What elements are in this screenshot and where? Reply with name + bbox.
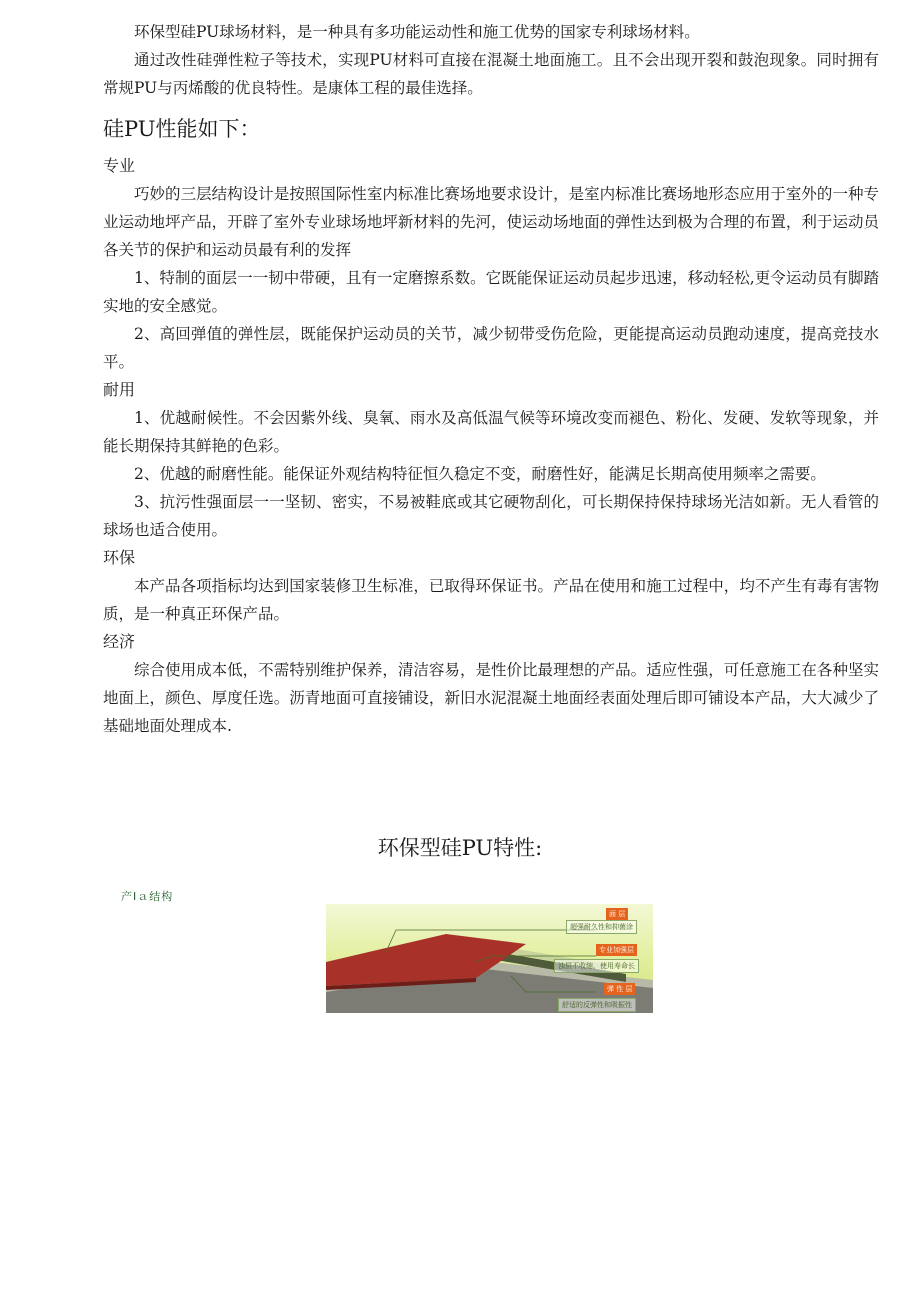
section-title-economy: 经济 xyxy=(103,632,136,651)
section-paragraph: 综合使用成本低，不需特别维护保养，清洁容易，是性价比最理想的产品。适应性强，可任意施工在各种坚实地面上，颜色、厚度任选。沥青地面可直接铺设，新旧水泥混凝土地面经表面处理后即可铺设本产品，大大减少了基础地面处理成本. xyxy=(103,661,879,735)
intro-paragraph: 通过改性硅弹性粒子等技术，实现PU材料可直接在混凝土地面施工。且不会出现开裂和鼓泡现象。同时拥有常规PU与丙烯酸的优良特性。是康体工程的最佳选择。 xyxy=(103,51,879,97)
layer-tag: 面 层 xyxy=(606,908,628,920)
layer-tag: 弹 性 层 xyxy=(604,983,635,995)
intro-paragraph: 环保型硅PU球场材料，是一种具有多功能运动性和施工优势的国家专利球场材料。 xyxy=(134,23,700,41)
section-paragraph: 3、抗污性强面层一一坚韧、密实，不易被鞋底或其它硬物刮化，可长期保持保持球场光洁如新。无人看管的球场也适合使用。 xyxy=(103,493,879,539)
layer-note: 浊层不收缩，使用寿命长 xyxy=(554,959,639,973)
section-paragraph: 1、特制的面层一一韧中带硬，且有一定磨擦系数。它既能保证运动员起步迅速，移动轻松,更令运动员有脚踏实地的安全感觉。 xyxy=(103,269,879,315)
layer-note: 超强耐久性和抑菌涂 xyxy=(566,920,637,934)
section-paragraph: 2、高回弹值的弹性层，既能保护运动员的关节，减少韧带受伤危险，更能提高运动员跑动速度，提高竞技水平。 xyxy=(103,325,879,371)
section-paragraph: 2、优越的耐磨性能。能保证外观结构特征恒久稳定不变，耐磨性好，能满足长期高使用频率之需要。 xyxy=(134,465,826,483)
figure-caption: 产Iａ结构 xyxy=(121,890,174,903)
section-title-eco: 环保 xyxy=(103,548,136,567)
performance-heading: 硅PU性能如下： xyxy=(103,117,261,141)
section-paragraph: 巧妙的三层结构设计是按照国际性室内标准比赛场地要求设计，是室内标准比赛场地形态应用于室外的一种专业运动地坪产品，开辟了室外专业球场地坪新材料的先河，使运动场地面的弹性达到极为合理的布置，利于运动员各关节的保护和运动员最有利的发挥 xyxy=(103,185,879,259)
document-body xyxy=(103,18,879,740)
section-paragraph: 1、优越耐候性。不会因紫外线、臭氧、雨水及高低温气候等环境改变而褪色、粉化、发硬、发软等现象，并能长期保持其鲜艳的色彩。 xyxy=(103,409,879,455)
section-title-durable: 耐用 xyxy=(103,380,136,399)
section-paragraph: 本产品各项指标均达到国家装修卫生标准，已取得环保证书。产品在使用和施工过程中，均不产生有毒有害物质，是一种真正环保产品。 xyxy=(103,577,879,623)
layer-structure-figure xyxy=(326,904,653,1013)
layer-note: 舒适的反弹性和吸振性 xyxy=(558,998,636,1012)
feature-title: 环保型硅PU特性: xyxy=(377,836,543,860)
layer-tag: 专业加强层 xyxy=(596,944,637,956)
section-title-professional: 专业 xyxy=(103,156,136,175)
